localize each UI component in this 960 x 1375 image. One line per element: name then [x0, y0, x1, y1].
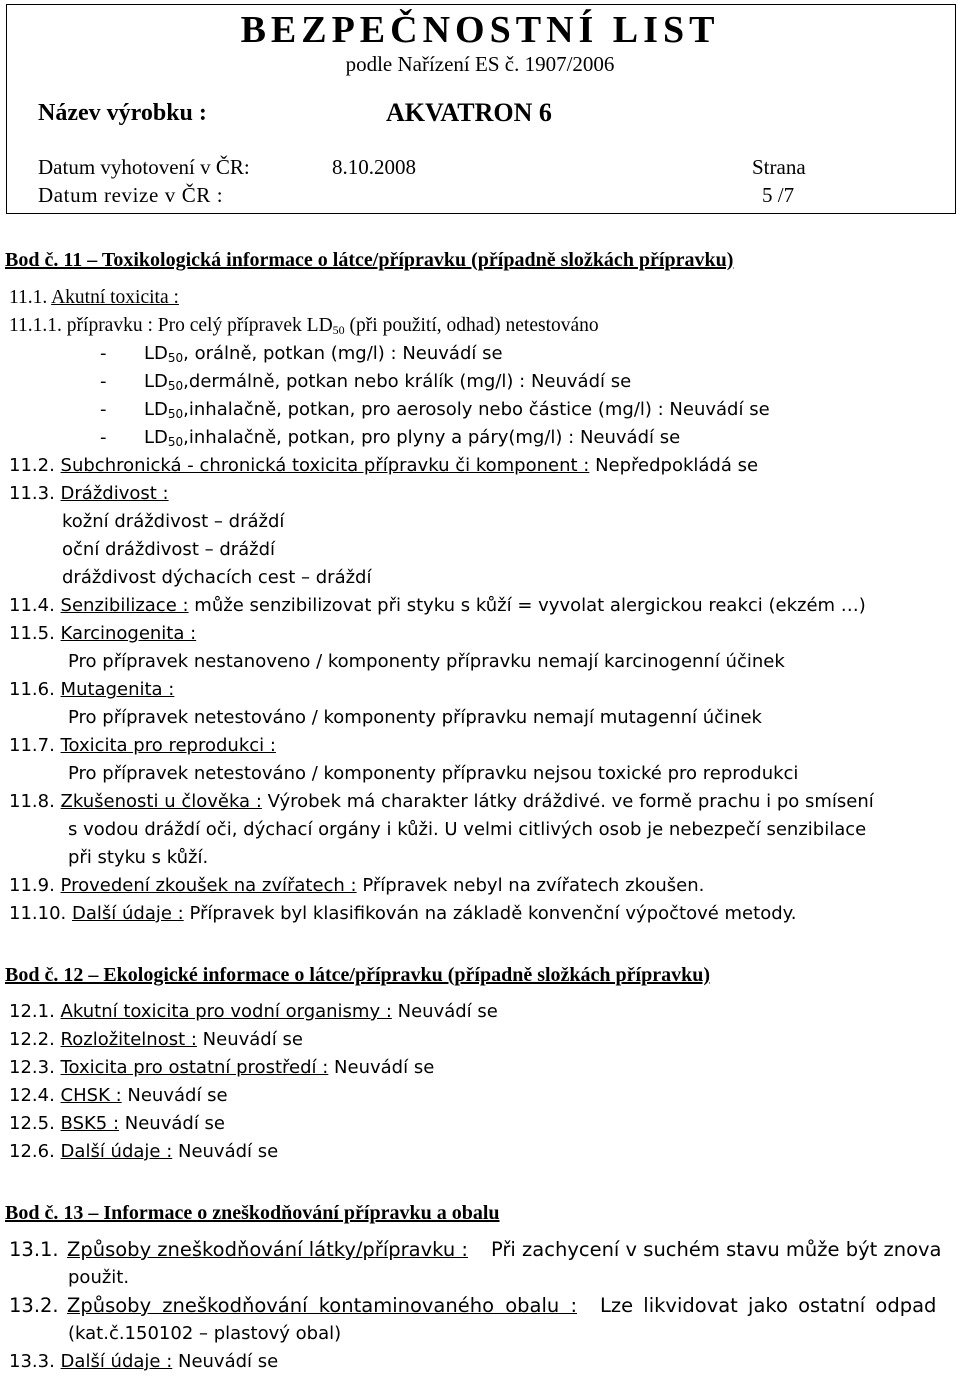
subsection-11-5 [9, 622, 196, 646]
subsection-title: Rozložitelnost : [60, 1029, 197, 1050]
subsection-text: přípravku : Pro celý přípravek LD [66, 315, 333, 336]
subsection-13-3 [9, 1350, 278, 1374]
subsection-value: Neuvádí se [119, 1113, 225, 1134]
subsection-value: Pro přípravek netestováno / komponenty přípravku nejsou toxické pro reprodukci [68, 763, 799, 784]
subsection-13-2-title [67, 1294, 577, 1318]
issue-date-label: Datum vyhotovení v ČR: [38, 155, 250, 179]
section-11-heading: Bod č. 11 – Toxikologická informace o látce/přípravku (případně složkách přípravku) [5, 249, 734, 271]
subscript: 50 [167, 351, 184, 365]
subsection-number: 12.2. [9, 1029, 55, 1050]
subsection-number: 12.1. [9, 1001, 55, 1022]
subsection-11-1 [9, 286, 179, 310]
irritation-item: dráždivost dýchacích cest – dráždí [62, 567, 372, 588]
subsection-11-4 [9, 594, 866, 618]
subsection-number: 11.9. [9, 875, 55, 896]
subsection-number: 13.3. [9, 1351, 55, 1372]
subsection-text: (při použití, odhad) netestováno [344, 315, 599, 336]
subsection-12-5 [9, 1112, 225, 1136]
subsection-title: Další údaje : [72, 903, 184, 924]
document-subtitle: podle Nařízení ES č. 1907/2006 [345, 52, 615, 76]
subsection-value: (kat.č.150102 – plastový obal) [68, 1323, 342, 1344]
subsection-11-8 [9, 790, 874, 814]
irritation-item: kožní dráždivost – dráždí [62, 511, 285, 532]
subsection-title: Karcinogenita : [60, 623, 197, 644]
subsection-title: Subchronická - chronická toxicita přípravku či komponent : [60, 455, 590, 476]
subsection-title: Způsoby zneškodňování látky/přípravku : [67, 1238, 468, 1261]
subsection-value: může senzibilizovat při styku s kůží = vyvolat alergickou reakci (ekzém …) [188, 595, 866, 616]
subsection-11-2 [9, 454, 758, 478]
subsection-value: Neuvádí se [172, 1351, 279, 1372]
subsection-13-1-value: Při zachycení v suchém stavu může být znova [491, 1238, 942, 1261]
subsection-number: 12.4. [9, 1085, 55, 1106]
subsection-number: 11.2. [9, 455, 55, 476]
subsection-title: Způsoby zneškodňování kontaminovaného obalu : [67, 1294, 578, 1317]
subsection-value: Pro přípravek nestanoveno / komponenty přípravku nemají karcinogenní účinek [68, 651, 785, 672]
subsection-13-2-number: 13.2. [9, 1294, 59, 1317]
irritation-item: oční dráždivost – dráždí [62, 539, 276, 560]
subsection-title: Další údaje : [60, 1141, 173, 1162]
subsection-11-10 [9, 902, 796, 926]
page-label: Strana [752, 155, 806, 179]
section-12-heading: Bod č. 12 – Ekologické informace o látce/přípravku (případně složkách přípravku) [5, 964, 711, 986]
subscript: 50 [332, 323, 345, 337]
subsection-12-2 [9, 1028, 303, 1052]
subsection-13-1-title [67, 1238, 468, 1262]
subsection-number: 11.3. [9, 483, 55, 504]
subsection-title: Akutní toxicita : [51, 287, 179, 308]
subsection-11-3 [9, 482, 169, 506]
subsection-value: Výrobek má charakter látky dráždivé. ve formě prachu i po smísení [261, 791, 874, 812]
subsection-value: Neuvádí se [328, 1057, 435, 1078]
list-dash: - [100, 371, 107, 392]
subsection-11-9 [9, 874, 704, 898]
list-dash: - [100, 399, 107, 420]
subsection-value: s vodou dráždí oči, dýchací orgány i kůži. U velmi citlivých osob je nebezpečí senzibilace [68, 819, 867, 840]
subsection-13-1-number: 13.1. [9, 1238, 59, 1261]
subsection-number: 11.8. [9, 791, 55, 812]
subsection-number: 11.1. [9, 287, 48, 308]
document-title: BEZPEČNOSTNÍ LIST [240, 9, 720, 51]
ld-label: LD [144, 371, 168, 392]
ld-text: ,inhalačně, potkan, pro plyny a páry(mg/l) : Neuvádí se [183, 427, 681, 448]
subsection-number: 12.6. [9, 1141, 55, 1162]
subsection-number: 11.7. [9, 735, 55, 756]
subsection-12-4 [9, 1084, 228, 1108]
subsection-12-6 [9, 1140, 278, 1164]
subsection-number: 11.4. [9, 595, 55, 616]
subsection-value: použit. [68, 1267, 130, 1288]
revision-date-label: Datum revize v ČR : [38, 183, 224, 207]
subsection-12-1 [9, 1000, 498, 1024]
subsection-number: 12.5. [9, 1113, 55, 1134]
subscript: 50 [167, 435, 184, 449]
list-dash: - [100, 427, 107, 448]
ld-label: LD [144, 399, 168, 420]
subsection-value: Pro přípravek netestováno / komponenty přípravku nemají mutagenní účinek [68, 707, 762, 728]
subsection-value: při styku s kůží. [68, 847, 209, 868]
subsection-12-3 [9, 1056, 434, 1080]
subsection-number: 12.3. [9, 1057, 55, 1078]
subsection-11-7 [9, 734, 276, 758]
subsection-11-1-1 [9, 314, 599, 338]
list-dash: - [100, 343, 107, 364]
subsection-title: Akutní toxicita pro vodní organismy : [60, 1001, 392, 1022]
issue-date: 8.10.2008 [332, 155, 416, 179]
subsection-11-6 [9, 678, 174, 702]
product-label: Název výrobku : [38, 100, 207, 126]
subsection-value: Přípravek byl klasifikován na základě konvenční výpočtové metody. [183, 903, 797, 924]
subsection-number: 11.10. [9, 903, 67, 924]
subsection-title: Toxicita pro reprodukci : [60, 735, 276, 756]
subsection-number: 11.5. [9, 623, 55, 644]
subscript: 50 [167, 379, 184, 393]
subsection-title: Zkušenosti u člověka : [60, 791, 262, 812]
subscript: 50 [167, 407, 184, 421]
subsection-value: Přípravek nebyl na zvířatech zkoušen. [356, 875, 705, 896]
ld-text: ,dermálně, potkan nebo králík (mg/l) : Neuvádí se [183, 371, 632, 392]
subsection-value: Nepředpokládá se [589, 455, 759, 476]
subsection-title: Mutagenita : [60, 679, 175, 700]
ld-label: LD [144, 427, 168, 448]
ld-item [100, 370, 631, 394]
subsection-title: Toxicita pro ostatní prostředí : [60, 1057, 329, 1078]
subsection-number: 11.6. [9, 679, 55, 700]
subsection-value: Neuvádí se [172, 1141, 279, 1162]
subsection-title: CHSK : [60, 1085, 122, 1106]
section-13-heading: Bod č. 13 – Informace o zneškodňování přípravku a obalu [5, 1202, 500, 1224]
ld-item [100, 398, 770, 422]
subsection-value: Neuvádí se [121, 1085, 228, 1106]
subsection-value: Neuvádí se [391, 1001, 498, 1022]
subsection-title: Další údaje : [60, 1351, 173, 1372]
subsection-title: Senzibilizace : [60, 595, 189, 616]
ld-label: LD [144, 343, 168, 364]
subsection-number: 11.1.1. [9, 315, 62, 336]
page-number: 5 /7 [762, 183, 795, 207]
ld-text: , orálně, potkan (mg/l) : Neuvádí se [183, 343, 503, 364]
product-name: AKVATRON 6 [386, 98, 552, 127]
subsection-value: Neuvádí se [196, 1029, 303, 1050]
subsection-title: Provedení zkoušek na zvířatech : [60, 875, 357, 896]
ld-item [100, 342, 503, 366]
ld-text: ,inhalačně, potkan, pro aerosoly nebo částice (mg/l) : Neuvádí se [183, 399, 770, 420]
ld-item [100, 426, 680, 450]
subsection-13-2-value: Lze likvidovat jako ostatní odpad [600, 1294, 937, 1317]
subsection-title: BSK5 : [60, 1113, 120, 1134]
subsection-title: Dráždivost : [60, 483, 169, 504]
